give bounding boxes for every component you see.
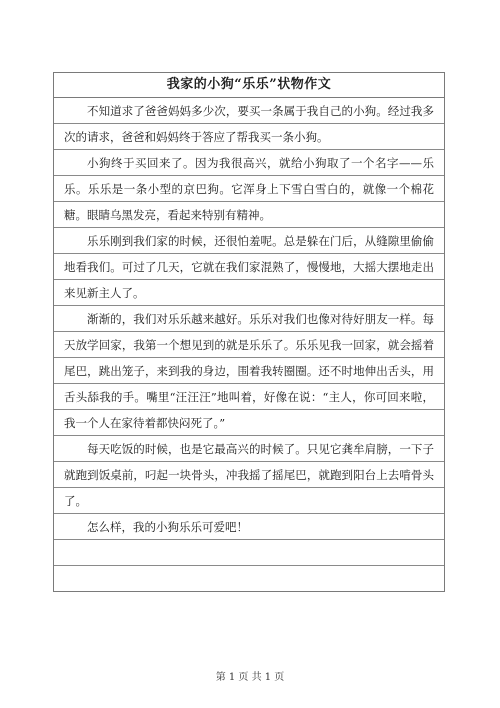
paragraph-1: 不知道求了爸爸妈妈多少次，要买一条属于我自己的小狗。经过我多次的请求，爸爸和妈妈终于答应了帮我买一条小狗。 (54, 98, 444, 150)
paragraph-2: 小狗终于买回来了。因为我很高兴，就给小狗取了一个名字——乐乐。乐乐是一条小型的京巴狗。它浑身上下雪白雪白的，就像一个棉花糖。眼睛乌黑发亮，看起来特别有精神。 (54, 150, 444, 228)
page-number: 第 1 页 共 1 页 (215, 672, 285, 683)
blank-ruled-line (54, 566, 444, 591)
paragraph-5: 每天吃饭的时候，也是它最高兴的时候了。只见它龚牟肩膀，一下子就跑到饭桌前，叼起一块骨头，冲我摇了摇尾巴，就跑到阳台上去啃骨头了。 (54, 436, 444, 514)
essay-sheet (53, 72, 445, 592)
blank-ruled-line (54, 540, 444, 566)
paragraph-4: 渐渐的，我们对乐乐越来越好。乐乐对我们也像对待好朋友一样。每天放学回家，我第一个想见到的就是乐乐了。乐乐见我一回家，就会摇着尾巴，跳出笼子，来到我的身边，围着我转圈圈。还不时地伸出舌头，用舌头舔我的手。嘴里“汪汪汪”地叫着，好像在说：“主人，你可回来啦，我一个人在家待着都快闷死了。” (54, 306, 444, 436)
paragraph-6: 怎么样，我的小狗乐乐可爱吧！ (54, 514, 444, 540)
paragraph-3: 乐乐刚到我们家的时候，还很怕羞呢。总是躲在门后，从缝隙里偷偷地看我们。可过了几天，它就在我们家混熟了，慢慢地，大摇大摆地走出来见新主人了。 (54, 228, 444, 306)
essay-title: 我家的小狗“乐乐”状物作文 (54, 73, 444, 98)
